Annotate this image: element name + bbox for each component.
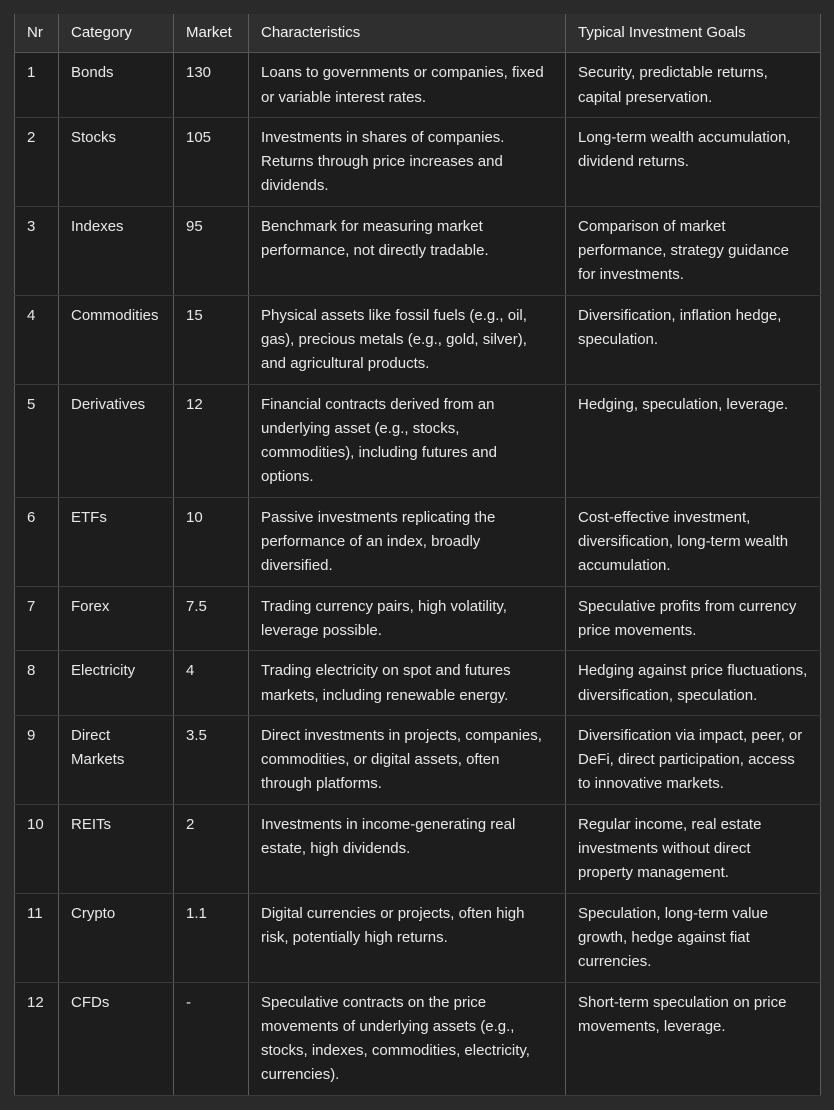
cell-goals: Speculative profits from currency price movements. [566,586,821,651]
cell-goals: Security, predictable returns, capital preservation. [566,53,821,118]
table-row [15,586,821,651]
cell-market: 3.5 [174,715,249,804]
cell-characteristics: Physical assets like fossil fuels (e.g., oil, gas), precious metals (e.g., gold, silver), and agricultural products. [249,295,566,384]
cell-nr: 6 [15,497,59,586]
cell-goals: Diversification via impact, peer, or DeFi, direct participation, access to innovative markets. [566,715,821,804]
cell-nr: 10 [15,804,59,893]
table-row [15,982,821,1095]
cell-nr: 9 [15,715,59,804]
cell-goals: Comparison of market performance, strategy guidance for investments. [566,206,821,295]
header-row [15,14,821,53]
cell-category: Direct Markets [59,715,174,804]
table-row [15,384,821,497]
cell-category: Commodities [59,295,174,384]
table-body [15,53,821,1095]
table-row [15,651,821,716]
cell-market: 130 [174,53,249,118]
cell-nr: 5 [15,384,59,497]
cell-category: Forex [59,586,174,651]
table-row [15,206,821,295]
cell-goals: Speculation, long-term value growth, hedge against fiat currencies. [566,893,821,982]
column-header-goals: Typical Investment Goals [566,14,821,53]
cell-market: 12 [174,384,249,497]
table-row [15,117,821,206]
cell-nr: 1 [15,53,59,118]
cell-market: 4 [174,651,249,716]
cell-goals: Long-term wealth accumulation, dividend returns. [566,117,821,206]
table-row [15,804,821,893]
cell-nr: 3 [15,206,59,295]
cell-characteristics: Loans to governments or companies, fixed or variable interest rates. [249,53,566,118]
table-header [15,14,821,53]
cell-market: 2 [174,804,249,893]
cell-characteristics: Financial contracts derived from an underlying asset (e.g., stocks, commodities), including futures and options. [249,384,566,497]
cell-goals: Regular income, real estate investments without direct property management. [566,804,821,893]
cell-category: ETFs [59,497,174,586]
cell-market: 10 [174,497,249,586]
cell-goals: Hedging against price fluctuations, diversification, speculation. [566,651,821,716]
table-row [15,53,821,118]
cell-nr: 11 [15,893,59,982]
cell-nr: 4 [15,295,59,384]
cell-nr: 8 [15,651,59,716]
cell-characteristics: Benchmark for measuring market performance, not directly tradable. [249,206,566,295]
cell-category: Electricity [59,651,174,716]
cell-characteristics: Investments in shares of companies. Returns through price increases and dividends. [249,117,566,206]
cell-goals: Diversification, inflation hedge, speculation. [566,295,821,384]
cell-category: Derivatives [59,384,174,497]
cell-goals: Short-term speculation on price movements, leverage. [566,982,821,1095]
cell-nr: 12 [15,982,59,1095]
table-row [15,295,821,384]
cell-market: - [174,982,249,1095]
table-row [15,715,821,804]
cell-goals: Cost-effective investment, diversification, long-term wealth accumulation. [566,497,821,586]
cell-category: Indexes [59,206,174,295]
cell-market: 1.1 [174,893,249,982]
cell-characteristics: Investments in income-generating real estate, high dividends. [249,804,566,893]
cell-market: 105 [174,117,249,206]
investment-markets-table [14,14,821,1096]
cell-goals: Hedging, speculation, leverage. [566,384,821,497]
cell-market: 95 [174,206,249,295]
cell-market: 15 [174,295,249,384]
cell-characteristics: Trading currency pairs, high volatility, leverage possible. [249,586,566,651]
cell-category: CFDs [59,982,174,1095]
cell-characteristics: Digital currencies or projects, often high risk, potentially high returns. [249,893,566,982]
column-header-nr: Nr [15,14,59,53]
column-header-category: Category [59,14,174,53]
cell-nr: 2 [15,117,59,206]
cell-nr: 7 [15,586,59,651]
cell-market: 7.5 [174,586,249,651]
table-row [15,893,821,982]
column-header-characteristics: Characteristics [249,14,566,53]
cell-category: REITs [59,804,174,893]
cell-characteristics: Direct investments in projects, companies, commodities, or digital assets, often through platforms. [249,715,566,804]
cell-category: Bonds [59,53,174,118]
column-header-market: Market [174,14,249,53]
cell-characteristics: Passive investments replicating the performance of an index, broadly diversified. [249,497,566,586]
cell-category: Stocks [59,117,174,206]
cell-characteristics: Speculative contracts on the price movements of underlying assets (e.g., stocks, indexes, commodities, electricity, currencies). [249,982,566,1095]
cell-characteristics: Trading electricity on spot and futures markets, including renewable energy. [249,651,566,716]
table-row [15,497,821,586]
cell-category: Crypto [59,893,174,982]
